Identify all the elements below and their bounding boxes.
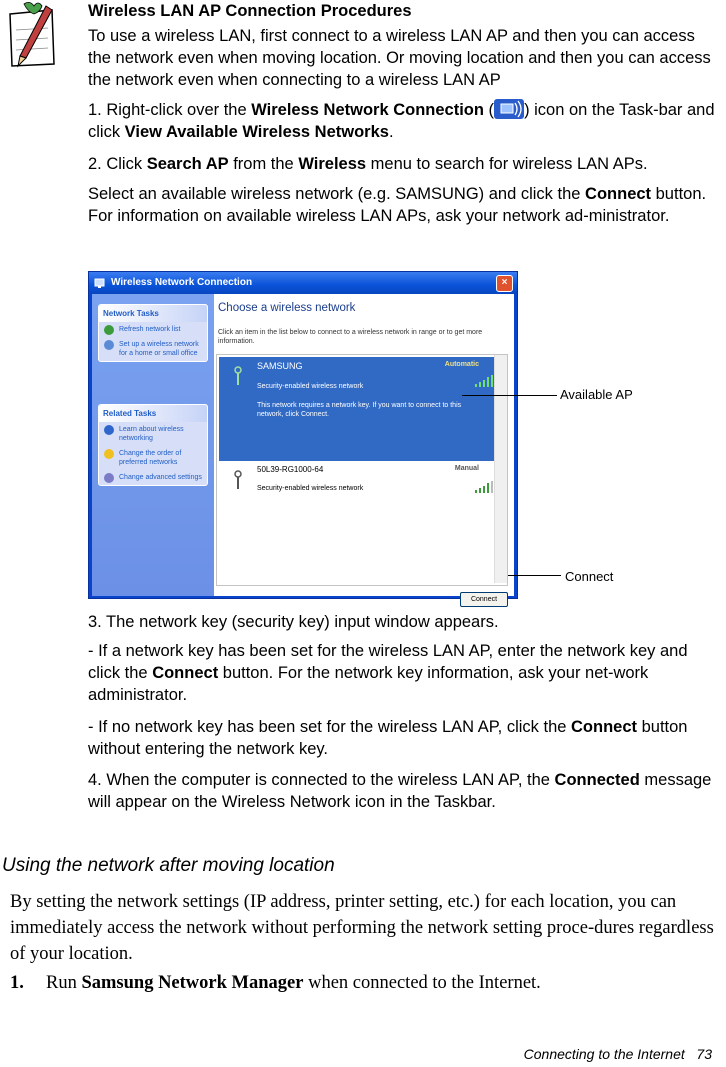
wireless-network-icon [494, 99, 524, 119]
network-list-scrollbar[interactable] [494, 355, 507, 583]
connection-mode: Manual [454, 465, 479, 472]
setup-wireless-network-link[interactable]: Set up a wireless network for a home or small office [99, 337, 207, 361]
security-label: Security-enabled wireless network [257, 383, 364, 390]
wireless-network-dialog-screenshot [88, 271, 518, 603]
network-list [216, 354, 508, 586]
dialog-titlebar: Wireless Network Connection [89, 272, 517, 294]
antenna-icon [231, 363, 245, 385]
network-tasks-panel [98, 304, 208, 362]
connection-mode: Automatic [444, 361, 479, 368]
refresh-icon [104, 325, 114, 335]
network-key-set-paragraph: - If a network key has been set for the wireless LAN AP, enter the network key and click the Connect button. For the network key information, ask your net-work administrator. [88, 642, 688, 704]
star-icon [104, 449, 114, 459]
no-network-key-paragraph: - If no network key has been set for the wireless LAN AP, click the Connect button without entering the network key. [88, 718, 688, 758]
step-3: 3. The network key (security key) input window appears. [88, 613, 499, 631]
security-label: Security-enabled wireless network [257, 485, 364, 492]
task-pane [92, 294, 214, 596]
available-ap-callout: Available AP [560, 387, 633, 402]
intro-paragraph: To use a wireless LAN, first connect to a wireless LAN AP and then you can access the network even when moving location. Or moving location and then you can access the network even when connecting to a wireless LAN AP [88, 27, 711, 89]
change-order-link[interactable]: Change the order of preferred networks [99, 446, 207, 470]
network-icon [94, 277, 106, 289]
change-advanced-settings-link[interactable]: Change advanced settings [99, 470, 207, 485]
choose-network-heading: Choose a wireless network [218, 302, 356, 314]
note-pad-pencil-icon [4, 0, 60, 70]
learn-wireless-link[interactable]: Learn about wireless networking [99, 422, 207, 446]
step-4: 4. When the computer is connected to the wireless LAN AP, the Connected message will appear on the Wireless Network icon in the Taskbar. [88, 771, 712, 811]
select-network-paragraph: Select an available wireless network (e.g. SAMSUNG) and click the Connect button. For information on available wireless LAN APs, ask your network ad-ministrator. [88, 185, 707, 225]
connect-button[interactable]: Connect [460, 592, 508, 607]
procedure-heading: Wireless LAN AP Connection Procedures [88, 2, 412, 20]
network-tasks-heading: Network Tasks [99, 305, 207, 322]
final-step: 1. Run Samsung Network Manager when connected to the Internet. [10, 973, 541, 993]
network-item-50l39[interactable] [219, 463, 499, 499]
step-2: 2. Click Search AP from the Wireless menu to search for wireless LAN APs. [88, 155, 648, 173]
section-heading: Using the network after moving location [2, 855, 335, 876]
network-name: SAMSUNG [257, 361, 303, 371]
signal-strength-icon [475, 481, 493, 493]
signal-strength-icon [475, 375, 493, 387]
related-tasks-panel [98, 404, 208, 486]
setup-network-icon [104, 340, 114, 350]
network-list-pane [214, 294, 514, 603]
network-name: 50L39-RG1000-64 [257, 465, 324, 474]
info-icon [104, 425, 114, 435]
choose-network-instruction: Click an item in the list below to connect to a wireless network in range or to get more information. [218, 329, 483, 345]
antenna-icon [231, 467, 245, 489]
network-item-samsung[interactable] [219, 357, 499, 461]
related-tasks-heading: Related Tasks [99, 405, 207, 422]
connect-callout: Connect [565, 569, 614, 584]
page-footer: Connecting to the Internet 73 [523, 1046, 712, 1062]
settings-icon [104, 473, 114, 483]
step-1: 1. Right-click over the Wireless Network Connection ( ) icon on the Task-bar and click View Available Wireless Networks. [88, 101, 715, 141]
connect-callout-line [508, 575, 561, 576]
available-ap-callout-line [462, 395, 557, 396]
network-key-message: This network requires a network key. If you want to connect to this network, click Connect. [257, 402, 462, 418]
close-button[interactable]: × [496, 275, 513, 292]
refresh-network-list-link[interactable]: Refresh network list [99, 322, 207, 337]
section-body: By setting the network settings (IP address, printer setting, etc.) for each location, you can immediately access the network without performing the network setting proce-dures regardless of your location. [10, 892, 714, 964]
